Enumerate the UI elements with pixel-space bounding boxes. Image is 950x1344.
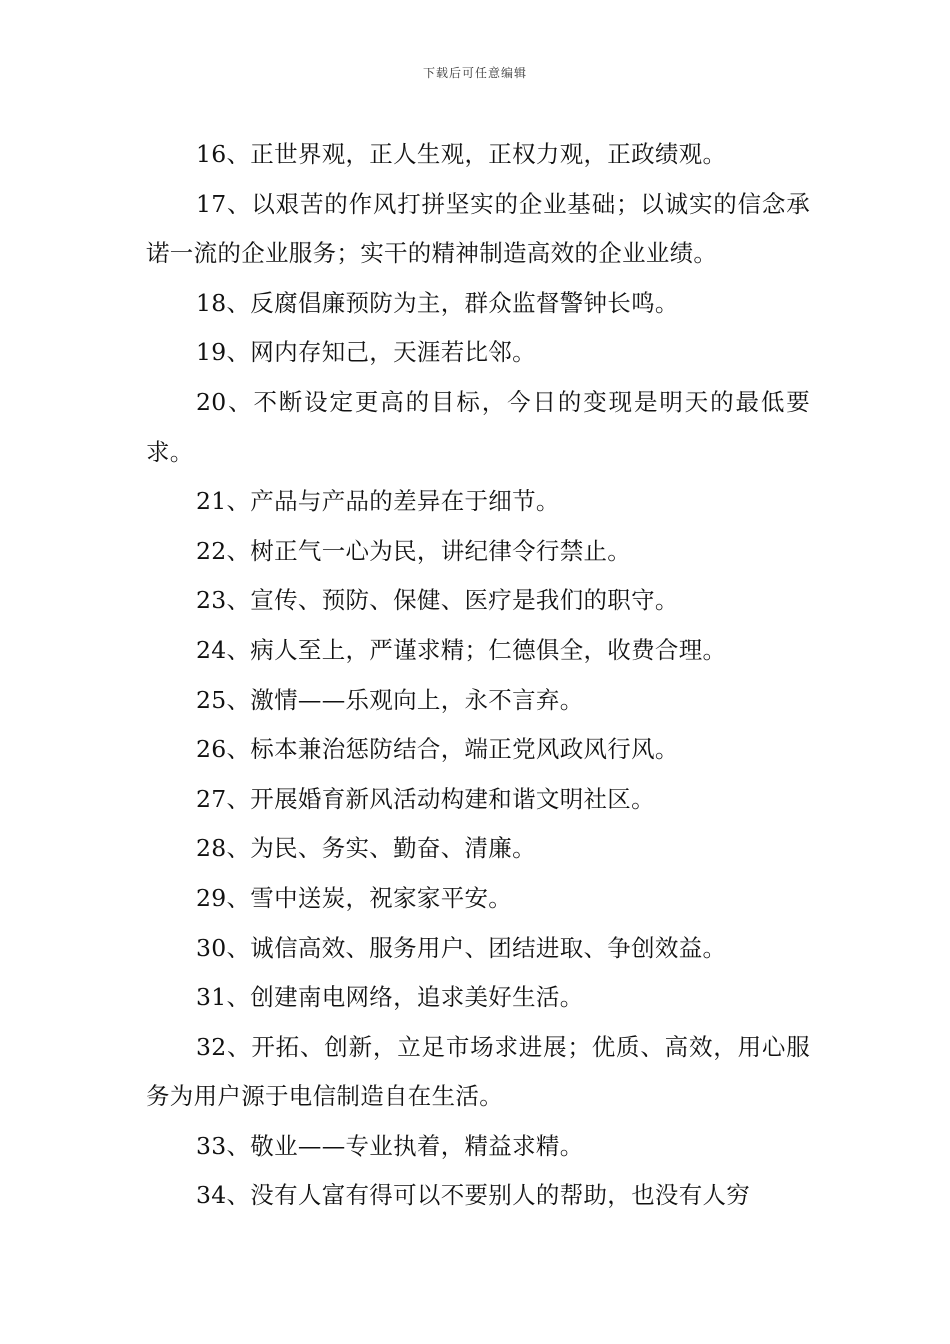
paragraph-23: 23、宣传、预防、保健、医疗是我们的职守。 <box>196 586 679 615</box>
paragraph-25: 25、激情——乐观向上，永不言弃。 <box>196 685 584 714</box>
paragraph-31: 31、创建南电网络，追求美好生活。 <box>196 983 584 1012</box>
paragraph-24: 24、病人至上，严谨求精；仁德俱全，收费合理。 <box>196 635 727 664</box>
paragraph-26: 26、标本兼治惩防结合，端正党风政风行风。 <box>196 735 679 764</box>
document-body <box>146 130 810 1221</box>
paragraph-27: 27、开展婚育新风活动构建和谐文明社区。 <box>196 784 655 813</box>
paragraph-17: 17、以艰苦的作风打拼坚实的企业基础；以诚实的信念承诺一流的企业服务；实干的精神制造高效的企业业绩。 <box>146 189 810 268</box>
paragraph-29: 29、雪中送炭，祝家家平安。 <box>196 883 513 912</box>
paragraph-32: 32、开拓、创新，立足市场求进展；优质、高效，用心服务为用户源于电信制造自在生活。 <box>146 1032 810 1111</box>
paragraph-21: 21、产品与产品的差异在于细节。 <box>196 487 560 516</box>
paragraph-22: 22、树正气一心为民，讲纪律令行禁止。 <box>196 536 632 565</box>
page-header: 下载后可任意编辑 <box>422 66 527 80</box>
paragraph-30: 30、诚信高效、服务用户、团结进取、争创效益。 <box>196 933 727 962</box>
paragraph-28: 28、为民、务实、勤奋、清廉。 <box>196 834 536 863</box>
paragraph-16: 16、正世界观，正人生观，正权力观，正政绩观。 <box>196 140 727 168</box>
paragraph-20: 20、不断设定更高的目标，今日的变现是明天的最低要求。 <box>146 387 810 466</box>
paragraph-18: 18、反腐倡廉预防为主，群众监督警钟长鸣。 <box>196 288 679 317</box>
paragraph-34: 34、没有人富有得可以不要别人的帮助，也没有人穷 <box>196 1181 751 1210</box>
paragraph-33: 33、敬业——专业执着，精益求精。 <box>196 1131 584 1160</box>
paragraph-19: 19、网内存知己，天涯若比邻。 <box>196 338 536 367</box>
